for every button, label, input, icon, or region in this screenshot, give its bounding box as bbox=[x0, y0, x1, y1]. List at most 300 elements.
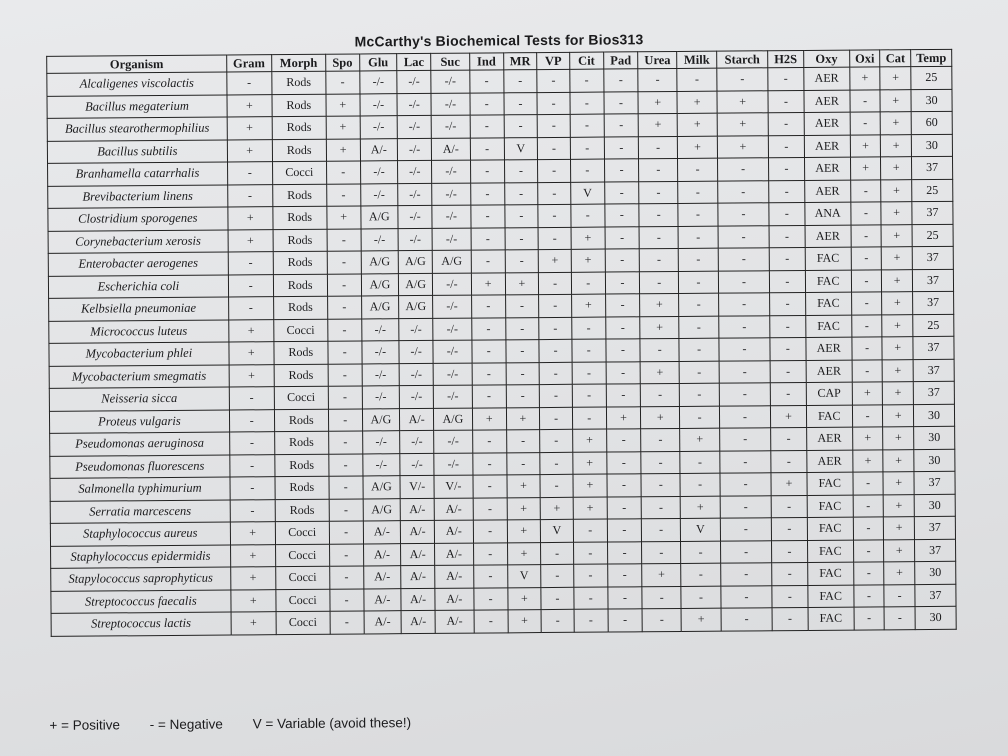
cell-urea: - bbox=[639, 136, 678, 159]
cell-cat: + bbox=[883, 427, 914, 450]
organism-cell: Streptococcus lactis bbox=[51, 612, 231, 636]
cell-vp: - bbox=[538, 182, 571, 205]
cell-h2s: - bbox=[768, 90, 804, 113]
cell-morph: Cocci bbox=[276, 611, 330, 634]
cell-h2s: + bbox=[770, 405, 806, 428]
cell-starch: - bbox=[717, 158, 768, 181]
cell-morph: Rods bbox=[275, 476, 329, 499]
cell-milk: - bbox=[679, 316, 719, 339]
cell-h2s: - bbox=[770, 337, 806, 360]
cell-vp: V bbox=[541, 519, 574, 542]
cell-lac: -/- bbox=[399, 363, 433, 386]
cell-lac: -/- bbox=[399, 340, 433, 363]
cell-oxi: - bbox=[851, 314, 882, 337]
cell-milk: - bbox=[679, 361, 719, 384]
cell-temp: 37 bbox=[914, 516, 955, 539]
cell-gram: - bbox=[229, 432, 274, 455]
cell-pad: - bbox=[605, 294, 640, 317]
cell-glu: A/- bbox=[363, 566, 401, 589]
organism-cell: Pseudomonas fluorescens bbox=[50, 455, 230, 479]
cell-oxy: FAC bbox=[807, 495, 853, 518]
cell-morph: Rods bbox=[275, 454, 329, 477]
cell-suc: -/- bbox=[431, 70, 470, 93]
cell-temp: 37 bbox=[913, 381, 954, 404]
organism-cell: Bacillus subtilis bbox=[47, 140, 227, 164]
cell-ind: - bbox=[473, 520, 507, 543]
cell-pad: + bbox=[606, 406, 641, 429]
organism-cell: Serratia marcescens bbox=[50, 500, 230, 524]
cell-gram: - bbox=[228, 252, 273, 275]
cell-oxy: AER bbox=[806, 360, 852, 383]
cell-h2s: - bbox=[769, 270, 805, 293]
cell-spo: - bbox=[328, 386, 362, 409]
cell-cit: - bbox=[574, 564, 608, 587]
cell-h2s: - bbox=[769, 157, 805, 180]
cell-vp: + bbox=[540, 497, 573, 520]
cell-urea: - bbox=[639, 203, 678, 226]
document-title: McCarthy's Biochemical Tests for Bios313 bbox=[354, 31, 644, 50]
cell-pad: - bbox=[606, 339, 641, 362]
cell-glu: A/- bbox=[363, 543, 401, 566]
cell-pad: - bbox=[606, 429, 641, 452]
cell-ind: - bbox=[471, 227, 505, 250]
document-sheet bbox=[38, 27, 965, 733]
cell-cat: + bbox=[880, 67, 911, 90]
cell-vp: - bbox=[541, 587, 574, 610]
cell-pad: - bbox=[606, 451, 641, 474]
cell-vp: - bbox=[539, 362, 572, 385]
cell-cit: - bbox=[570, 69, 604, 92]
cell-starch: - bbox=[721, 608, 772, 631]
organism-cell: Branhamella catarrhalis bbox=[48, 162, 228, 186]
cell-vp: - bbox=[541, 542, 574, 565]
cell-pad: - bbox=[604, 159, 639, 182]
cell-cit: - bbox=[572, 384, 606, 407]
cell-gram: - bbox=[227, 184, 272, 207]
cell-oxi: - bbox=[854, 607, 885, 630]
cell-mr: - bbox=[505, 227, 539, 250]
cell-oxy: FAC bbox=[805, 292, 851, 315]
cell-gram: - bbox=[230, 499, 275, 522]
cell-ind: - bbox=[472, 340, 506, 363]
cell-starch: - bbox=[718, 180, 769, 203]
cell-lac: -/- bbox=[398, 160, 432, 183]
cell-cit: + bbox=[573, 429, 607, 452]
cell-h2s: - bbox=[772, 585, 808, 608]
cell-starch: + bbox=[717, 135, 768, 158]
cell-cit: - bbox=[573, 519, 607, 542]
cell-starch: - bbox=[721, 563, 772, 586]
cell-h2s: - bbox=[768, 67, 804, 90]
cell-oxy: CAP bbox=[806, 382, 852, 405]
cell-cit: V bbox=[571, 182, 605, 205]
cell-urea: - bbox=[641, 496, 680, 519]
cell-morph: Rods bbox=[272, 184, 326, 207]
cell-vp: - bbox=[539, 272, 572, 295]
cell-milk: - bbox=[679, 338, 719, 361]
legend-variable: V = Variable (avoid these!) bbox=[252, 715, 412, 732]
cell-cat: + bbox=[881, 224, 912, 247]
cell-urea: - bbox=[641, 451, 680, 474]
cell-glu: A/G bbox=[361, 296, 399, 319]
cell-spo: - bbox=[327, 273, 361, 296]
cell-lac: V/- bbox=[400, 475, 434, 498]
cell-oxy: AER bbox=[804, 180, 850, 203]
cell-h2s: - bbox=[768, 112, 804, 135]
cell-starch: + bbox=[717, 90, 768, 113]
cell-glu: -/- bbox=[362, 431, 400, 454]
cell-milk: - bbox=[681, 586, 721, 609]
cell-oxy: FAC bbox=[807, 562, 853, 585]
cell-milk: - bbox=[679, 383, 719, 406]
cell-temp: 37 bbox=[912, 156, 953, 179]
cell-cat: + bbox=[884, 494, 915, 517]
cell-cat: + bbox=[882, 359, 913, 382]
cell-mr: - bbox=[505, 317, 539, 340]
cell-mr: + bbox=[505, 272, 539, 295]
cell-pad: - bbox=[606, 361, 641, 384]
cell-spo: - bbox=[329, 521, 363, 544]
cell-cat: + bbox=[882, 314, 913, 337]
cell-cit: - bbox=[571, 272, 605, 295]
cell-morph: Rods bbox=[274, 409, 328, 432]
organism-cell: Proteus vulgaris bbox=[49, 410, 229, 434]
cell-glu: -/- bbox=[361, 228, 399, 251]
cell-glu: A/G bbox=[361, 273, 399, 296]
cell-milk: + bbox=[677, 113, 717, 136]
cell-lac: -/- bbox=[398, 138, 432, 161]
cell-mr: - bbox=[506, 452, 540, 475]
cell-mr: - bbox=[504, 205, 538, 228]
cell-pad: - bbox=[603, 69, 638, 92]
cell-mr: - bbox=[503, 70, 537, 93]
cell-suc: -/- bbox=[433, 295, 472, 318]
cell-cat: + bbox=[881, 134, 912, 157]
cell-mr: + bbox=[507, 542, 541, 565]
cell-glu: A/- bbox=[360, 138, 398, 161]
cell-gram: - bbox=[230, 477, 275, 500]
cell-cat: + bbox=[883, 404, 914, 427]
cell-temp: 30 bbox=[915, 561, 956, 584]
cell-glu: -/- bbox=[362, 386, 400, 409]
cell-starch: - bbox=[719, 315, 770, 338]
cell-temp: 37 bbox=[915, 584, 956, 607]
cell-cat: + bbox=[880, 89, 911, 112]
cell-oxy: AER bbox=[807, 450, 853, 473]
cell-glu: -/- bbox=[360, 183, 398, 206]
cell-morph: Rods bbox=[275, 499, 329, 522]
cell-lac: A/G bbox=[399, 273, 433, 296]
cell-pad: - bbox=[607, 519, 642, 542]
cell-cit: + bbox=[573, 452, 607, 475]
organism-cell: Corynebacterium xerosis bbox=[48, 230, 228, 254]
organism-cell: Mycobacterium phlei bbox=[49, 342, 229, 366]
cell-temp: 30 bbox=[914, 494, 955, 517]
cell-h2s: - bbox=[770, 292, 806, 315]
cell-oxy: AER bbox=[805, 225, 851, 248]
cell-starch: - bbox=[720, 428, 771, 451]
cell-lac: -/- bbox=[398, 228, 432, 251]
cell-oxy: FAC bbox=[808, 585, 854, 608]
cell-suc: A/- bbox=[435, 610, 474, 633]
organism-cell: Escherichia coli bbox=[48, 275, 228, 299]
cell-urea: - bbox=[639, 158, 678, 181]
cell-suc: A/- bbox=[434, 498, 473, 521]
cell-lac: A/- bbox=[401, 588, 435, 611]
cell-cit: - bbox=[573, 542, 607, 565]
cell-lac: -/- bbox=[397, 70, 431, 93]
cell-morph: Rods bbox=[274, 364, 328, 387]
cell-oxy: FAC bbox=[807, 517, 853, 540]
organism-cell: Salmonella typhimurium bbox=[50, 477, 230, 501]
cell-cit: - bbox=[570, 159, 604, 182]
cell-ind: - bbox=[471, 182, 505, 205]
cell-vp: - bbox=[539, 339, 572, 362]
organism-cell: Staphylococcus aureus bbox=[50, 522, 230, 546]
cell-gram: + bbox=[228, 229, 273, 252]
cell-starch: - bbox=[720, 495, 771, 518]
cell-lac: -/- bbox=[399, 318, 433, 341]
cell-oxy: AER bbox=[806, 427, 852, 450]
cell-ind: - bbox=[474, 565, 508, 588]
organism-cell: Streptococcus faecalis bbox=[51, 590, 231, 614]
cell-cit: - bbox=[572, 317, 606, 340]
cell-milk: + bbox=[681, 608, 721, 631]
cell-glu: -/- bbox=[362, 363, 400, 386]
cell-starch: - bbox=[718, 225, 769, 248]
cell-starch: - bbox=[719, 293, 770, 316]
cell-morph: Rods bbox=[272, 71, 326, 94]
cell-urea: - bbox=[642, 608, 681, 631]
cell-suc: -/- bbox=[432, 273, 471, 296]
cell-suc: A/- bbox=[431, 138, 470, 161]
cell-oxy: FAC bbox=[805, 247, 851, 270]
cell-vp: - bbox=[538, 159, 571, 182]
cell-cit: + bbox=[571, 227, 605, 250]
cell-milk: + bbox=[680, 496, 720, 519]
cell-ind: - bbox=[472, 362, 506, 385]
organism-cell: Bacillus megaterium bbox=[47, 95, 227, 119]
cell-suc: A/- bbox=[435, 565, 474, 588]
cell-temp: 25 bbox=[911, 66, 952, 89]
cell-temp: 25 bbox=[912, 224, 953, 247]
cell-mr: + bbox=[507, 497, 541, 520]
cell-suc: -/- bbox=[434, 430, 473, 453]
cell-vp: - bbox=[541, 609, 574, 632]
cell-pad: - bbox=[604, 181, 639, 204]
cell-starch: - bbox=[720, 450, 771, 473]
cell-cit: - bbox=[574, 587, 608, 610]
cell-milk: - bbox=[680, 473, 720, 496]
column-header-milk: Milk bbox=[677, 51, 717, 68]
cell-oxi: - bbox=[852, 337, 883, 360]
cell-glu: A/G bbox=[363, 498, 401, 521]
cell-morph: Cocci bbox=[275, 544, 329, 567]
cell-oxi: - bbox=[850, 112, 881, 135]
cell-glu: A/G bbox=[360, 206, 398, 229]
cell-oxi: - bbox=[853, 517, 884, 540]
column-header-oxy: Oxy bbox=[803, 50, 849, 67]
cell-lac: -/- bbox=[400, 385, 434, 408]
cell-ind: - bbox=[472, 385, 506, 408]
cell-glu: A/- bbox=[363, 588, 401, 611]
cell-spo: - bbox=[328, 341, 362, 364]
cell-temp: 30 bbox=[915, 606, 956, 629]
cell-morph: Rods bbox=[274, 431, 328, 454]
cell-oxi: - bbox=[850, 89, 881, 112]
organism-cell: Alcaligenes viscolactis bbox=[47, 72, 227, 96]
cell-urea: - bbox=[640, 338, 679, 361]
cell-morph: Cocci bbox=[275, 521, 329, 544]
cell-h2s: - bbox=[770, 382, 806, 405]
cell-temp: 30 bbox=[911, 89, 952, 112]
cell-lac: A/- bbox=[400, 408, 434, 431]
cell-urea: - bbox=[639, 226, 678, 249]
cell-h2s: - bbox=[772, 540, 808, 563]
cell-ind: - bbox=[473, 452, 507, 475]
cell-h2s: - bbox=[769, 225, 805, 248]
cell-morph: Rods bbox=[273, 229, 327, 252]
cell-lac: -/- bbox=[398, 183, 432, 206]
cell-h2s: - bbox=[771, 427, 807, 450]
cell-oxy: FAC bbox=[808, 607, 854, 630]
cell-spo: - bbox=[330, 611, 364, 634]
cell-mr: V bbox=[504, 137, 538, 160]
cell-ind: + bbox=[472, 407, 506, 430]
column-header-starch: Starch bbox=[717, 51, 768, 68]
cell-pad: - bbox=[607, 474, 642, 497]
cell-urea: - bbox=[641, 473, 680, 496]
cell-milk: + bbox=[677, 91, 717, 114]
cell-ind: - bbox=[474, 610, 508, 633]
cell-mr: - bbox=[505, 295, 539, 318]
cell-milk: - bbox=[681, 541, 721, 564]
cell-milk: - bbox=[680, 406, 720, 429]
cell-suc: V/- bbox=[434, 475, 473, 498]
cell-ind: - bbox=[471, 250, 505, 273]
column-header-vp: VP bbox=[537, 52, 570, 69]
cell-milk: - bbox=[677, 68, 717, 91]
cell-vp: - bbox=[537, 69, 570, 92]
table-body bbox=[47, 66, 956, 636]
cell-gram: - bbox=[228, 274, 273, 297]
cell-mr: V bbox=[507, 565, 541, 588]
cell-glu: -/- bbox=[361, 341, 399, 364]
cell-pad: - bbox=[604, 204, 639, 227]
cell-cat: - bbox=[884, 607, 915, 630]
cell-vp: - bbox=[539, 317, 572, 340]
cell-mr: + bbox=[508, 610, 542, 633]
cell-spo: - bbox=[326, 71, 360, 94]
cell-starch: - bbox=[717, 68, 768, 91]
cell-oxi: - bbox=[852, 404, 883, 427]
cell-mr: + bbox=[507, 520, 541, 543]
cell-pad: - bbox=[605, 226, 640, 249]
cell-oxy: AER bbox=[804, 157, 850, 180]
cell-morph: Rods bbox=[272, 116, 326, 139]
cell-milk: - bbox=[678, 226, 718, 249]
cell-mr: - bbox=[504, 160, 538, 183]
cell-milk: - bbox=[678, 203, 718, 226]
cell-milk: - bbox=[678, 248, 718, 271]
cell-starch: - bbox=[720, 540, 771, 563]
cell-starch: - bbox=[718, 203, 769, 226]
cell-oxi: + bbox=[852, 427, 883, 450]
cell-gram: + bbox=[229, 342, 274, 365]
cell-cit: - bbox=[574, 609, 608, 632]
cell-starch: - bbox=[719, 383, 770, 406]
cell-h2s: + bbox=[771, 472, 807, 495]
cell-glu: -/- bbox=[361, 318, 399, 341]
cell-milk: - bbox=[678, 158, 718, 181]
cell-ind: + bbox=[471, 272, 505, 295]
cell-spo: - bbox=[329, 453, 363, 476]
cell-vp: - bbox=[537, 114, 570, 137]
cell-mr: - bbox=[505, 250, 539, 273]
cell-spo: - bbox=[328, 431, 362, 454]
cell-urea: - bbox=[641, 428, 680, 451]
cell-spo: + bbox=[326, 93, 360, 116]
cell-starch: - bbox=[718, 248, 769, 271]
cell-cat: + bbox=[884, 562, 915, 585]
cell-morph: Rods bbox=[273, 206, 327, 229]
cell-vp: - bbox=[540, 452, 573, 475]
cell-gram: + bbox=[227, 117, 272, 140]
cell-urea: - bbox=[638, 68, 677, 91]
cell-oxy: AER bbox=[804, 67, 850, 90]
cell-oxy: AER bbox=[804, 135, 850, 158]
cell-gram: - bbox=[228, 297, 273, 320]
cell-cat: + bbox=[882, 337, 913, 360]
cell-urea: - bbox=[642, 518, 681, 541]
cell-spo: - bbox=[330, 588, 364, 611]
cell-ind: - bbox=[470, 160, 504, 183]
cell-morph: Cocci bbox=[276, 589, 330, 612]
cell-urea: - bbox=[641, 383, 680, 406]
cell-temp: 30 bbox=[914, 426, 955, 449]
cell-pad: - bbox=[607, 564, 642, 587]
cell-morph: Rods bbox=[272, 94, 326, 117]
cell-oxi: - bbox=[851, 224, 882, 247]
cell-oxy: AER bbox=[806, 337, 852, 360]
cell-vp: - bbox=[538, 227, 571, 250]
column-header-lac: Lac bbox=[397, 53, 431, 70]
cell-cit: + bbox=[573, 474, 607, 497]
cell-morph: Rods bbox=[274, 341, 328, 364]
cell-suc: -/- bbox=[431, 115, 470, 138]
cell-suc: A/- bbox=[435, 543, 474, 566]
cell-oxi: - bbox=[851, 269, 882, 292]
cell-suc: A/G bbox=[433, 408, 472, 431]
cell-urea: + bbox=[640, 361, 679, 384]
cell-vp: - bbox=[540, 474, 573, 497]
organism-cell: Neisseria sicca bbox=[49, 387, 229, 411]
cell-cit: - bbox=[570, 114, 604, 137]
cell-vp: + bbox=[538, 249, 571, 272]
cell-h2s: - bbox=[768, 135, 804, 158]
cell-ind: - bbox=[473, 475, 507, 498]
cell-mr: + bbox=[506, 407, 540, 430]
cell-starch: - bbox=[719, 360, 770, 383]
cell-ind: - bbox=[470, 137, 504, 160]
cell-starch: - bbox=[720, 518, 771, 541]
column-header-organism: Organism bbox=[47, 55, 227, 73]
column-header-mr: MR bbox=[503, 53, 537, 70]
cell-cit: - bbox=[570, 92, 604, 115]
cell-gram: + bbox=[227, 139, 272, 162]
cell-cit: - bbox=[571, 204, 605, 227]
cell-milk: V bbox=[680, 518, 720, 541]
